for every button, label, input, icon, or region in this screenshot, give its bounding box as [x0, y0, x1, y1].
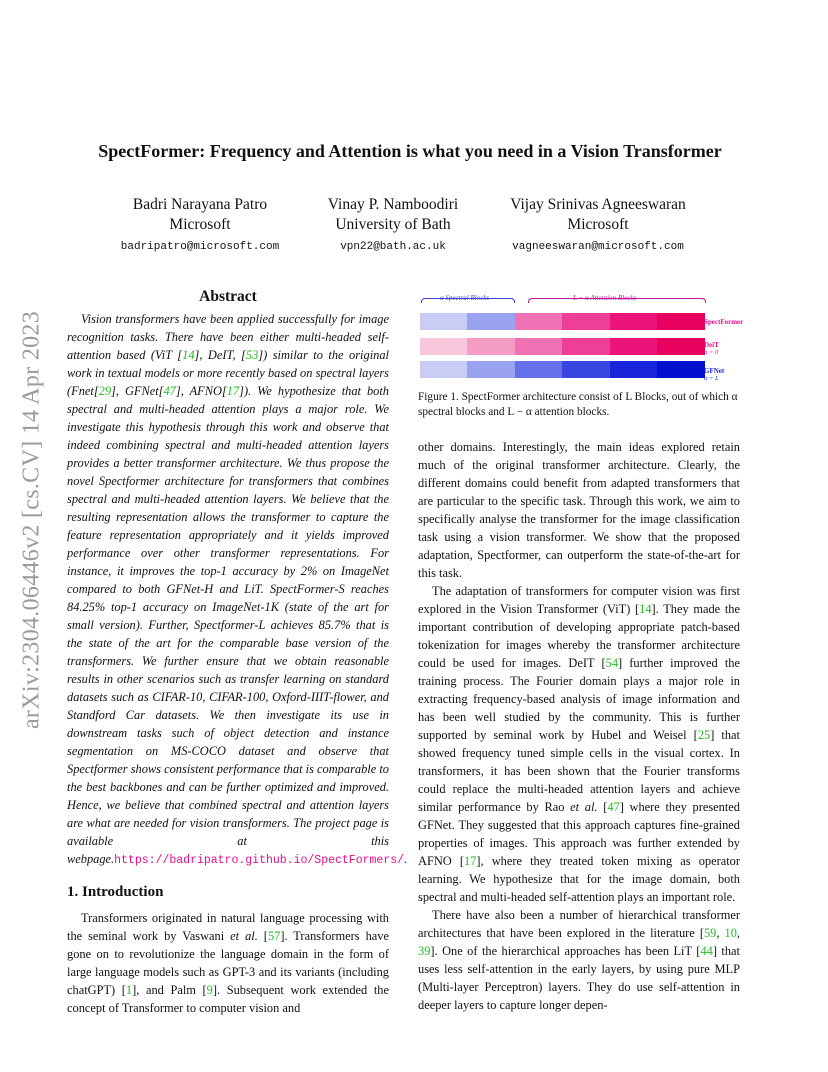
strip-block: [420, 313, 467, 330]
strip-label: SpectFormer: [704, 318, 744, 326]
intro-paragraph: Transformers originated in natural language processing with the seminal work by Vaswani et al. [57]. Transformers have gone on to revolutionize the language domain in the form of large language models such as GPT-3 and its variants (including chatGPT) [1], and Palm [9]. Subsequent work extended the concept of Transformer to computer vision and: [67, 911, 389, 1015]
author-block-1: [120, 195, 280, 257]
attention-blocks-label: L − α Attention Blocks: [573, 294, 637, 302]
body-paragraph: There have also been a number of hierarchical transformer architectures that have been explored in the literature [59, 10, 39]. One of the hierarchical approaches has been LiT [44] that uses less self-attention in the early layers, by using pure MLP (Multi-layer Perceptron) layers. They do use self-attention in deeper layers to capture longer depen-: [418, 908, 740, 1012]
strip-block: [610, 361, 657, 378]
strip-block: [515, 313, 562, 330]
strip-block: [657, 338, 705, 355]
spectformer-strip: [420, 313, 705, 330]
figure-caption: Figure 1. SpectFormer architecture consist of L Blocks, out of which α spectral blocks and L − α attention blocks.: [418, 391, 738, 418]
strip-sublabel: α = L: [704, 375, 719, 382]
citation-link[interactable]: 57: [267, 929, 281, 943]
author-email[interactable]: vagneeswaran@microsoft.com: [512, 241, 684, 253]
strip-block: [657, 361, 705, 378]
strip-block: [610, 338, 657, 355]
citation-link[interactable]: 47: [607, 800, 620, 814]
section-heading: 1. Introduction: [67, 884, 164, 900]
strip-block: [467, 313, 515, 330]
strip-block: [467, 338, 515, 355]
author-name: Vinay P. Namboodiri: [327, 196, 459, 213]
arxiv-id: arXiv:2304.06446v2 [cs.CV] 14 Apr 2023: [18, 310, 45, 730]
citation-link[interactable]: 17: [463, 854, 477, 868]
author-email[interactable]: vpn22@bath.ac.uk: [340, 241, 446, 253]
citation-link[interactable]: 14: [639, 602, 652, 616]
strip-block: [562, 361, 610, 378]
strip-sublabel: α = 0: [704, 349, 719, 356]
strip-block: [562, 313, 610, 330]
citation-link[interactable]: 47: [163, 384, 176, 398]
strip-block: [515, 361, 562, 378]
citation-link[interactable]: 17: [226, 384, 240, 398]
author-block-3: [496, 195, 700, 257]
right-column: [418, 290, 744, 1014]
citation-link[interactable]: 59: [703, 926, 717, 940]
body-paragraph: The adaptation of transformers for computer vision was first explored in the Vision Transformer (ViT) [14]. They made the important contribution of developing appropriate patch-based tokenization for images whereby the transformer architecture could be used for images. DeIT [54] further improved the training process. The Fourier domain plays a major role in extracting frequency-based analysis of image information and has been well studied by the community. This is further supported by seminal work by Hubel and Weisel [25] that showed frequency tuned simple cells in the visual cortex. In transformers, it has been shown that the Fourier transforms could replace the multi-headed attention layers and achieve similar performance by Rao et al. [47] where they presented GFNet. They suggested that this approach captures fine-grained properties of images. This approach was further extended by AFNO [17], where they treated token mixing as operator learning. We hypothesize that for the image domain, both spectral and multi-headed self-attention plays an important role.: [418, 584, 740, 904]
strip-block: [420, 361, 467, 378]
abstract-heading: Abstract: [199, 288, 257, 305]
body-paragraph: other domains. Interestingly, the main ideas explored retain much of the original transformer architecture. Clearly, the different domains could benefit from adapted transformers that are particular to the specific task. Through this work, we aim to specifically analyse the transformer for the image classification task using a vision transformer. We show that the proposed adaptation, Spectformer, can outperform the state-of-the-art for this task.: [418, 440, 740, 580]
strip-block: [467, 361, 515, 378]
author-email[interactable]: badripatro@microsoft.com: [120, 241, 280, 253]
citation-link[interactable]: 39: [418, 944, 431, 958]
citation-link[interactable]: 10: [724, 926, 737, 940]
author-affiliation: University of Bath: [335, 216, 451, 233]
deit-strip: [420, 338, 705, 355]
citation-link[interactable]: 1: [125, 983, 133, 997]
project-url-link[interactable]: https://badripatro.github.io/SpectFormers/: [114, 854, 405, 867]
paper-title: SpectFormer: Frequency and Attention is what you need in a Vision Transformer: [98, 141, 722, 161]
citation-link[interactable]: 14: [182, 348, 195, 362]
figure-1: [418, 290, 748, 388]
strip-block: [515, 338, 562, 355]
author-affiliation: Microsoft: [169, 216, 231, 233]
citation-link[interactable]: 25: [697, 728, 711, 742]
author-name: Badri Narayana Patro: [132, 196, 268, 213]
strip-block: [657, 313, 705, 330]
arxiv-stamp: [18, 285, 46, 755]
citation-link[interactable]: 54: [605, 656, 619, 670]
strip-label: DeiT: [704, 341, 719, 349]
strip-block: [562, 338, 610, 355]
strip-block: [610, 313, 657, 330]
citation-link[interactable]: 44: [700, 944, 713, 958]
citation-link[interactable]: 9: [206, 983, 213, 997]
author-name: Vijay Srinivas Agneeswaran: [510, 196, 686, 213]
citation-link[interactable]: 29: [98, 384, 112, 398]
left-column: [67, 288, 408, 1017]
gfnet-strip: [420, 361, 705, 378]
strip-label: GFNet: [704, 367, 725, 375]
author-affiliation: Microsoft: [567, 216, 629, 233]
citation-link[interactable]: 53: [245, 348, 259, 362]
spectral-blocks-label: α Spectral Blocks: [440, 294, 490, 302]
strip-block: [420, 338, 467, 355]
right-body: [418, 438, 740, 1014]
abstract-text: Vision transformers have been applied successfully for image recognition tasks. There have been either multi-headed self-attention based (ViT [14], DeIT, [53]) similar to the original work in textual models or more recently based on spectral layers (Fnet[29], GFNet[47], AFNO[17]). We hypothesize that both spectral and multi-headed attention plays a major role. We investigate this hypothesis through this work and observe that indeed combining spectral and multi-headed attention layers provides a better transformer architecture. We thus propose the novel Spectformer architecture for transformers that combines spectral and multi-headed attention layers. We believe that the resulting representation allows the transformer to capture the feature representation appropriately and it yields improved performance over other transformer representations. For instance, it improves the top-1 accuracy by 2% on ImageNet compared to both GFNet-H and LiT. SpectFormer-S reaches 84.25% top-1 accuracy on ImageNet-1K (state of the art for small version). Further, Spectformer-L achieves 85.7% that is the state of the art for the comparable base version of the transformers. We further ensure that we obtain reasonable results in other scenarios such as transfer learning on standard datasets such as CIFAR-10, CIFAR-100, Oxford-IIIT-flower, and Standford Car datasets. We then investigate its use in downstream tasks such of object detection and instance segmentation on MS-COCO dataset and observe that Spectformer shows consistent performance that is comparable to the best backbones and can be further optimized and improved. Hence, we believe that combined spectral and attention layers are what are needed for vision transformers. The project page is available at this webpage.https://badripatro.github.io/SpectFormers/.: [67, 312, 408, 867]
author-block-2: [318, 195, 468, 257]
